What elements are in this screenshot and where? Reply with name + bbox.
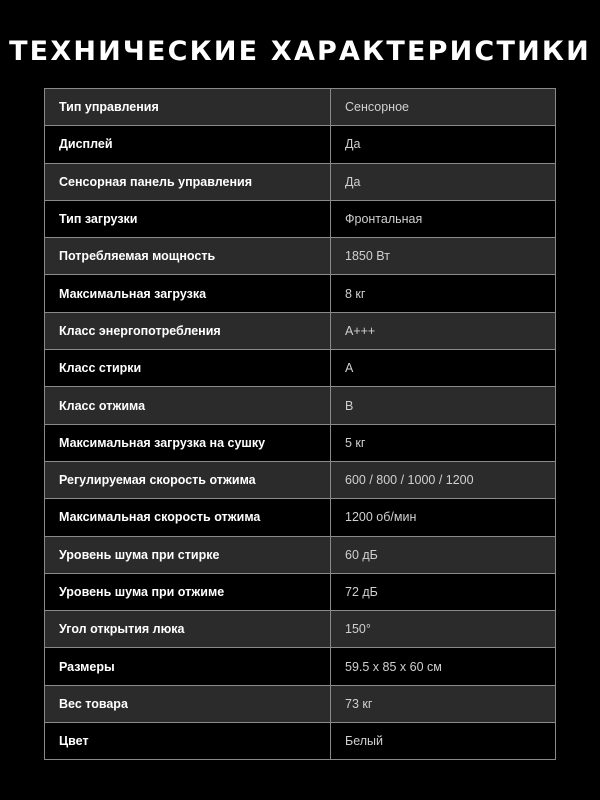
table-row (45, 611, 556, 648)
spec-label: Класс стирки (45, 350, 331, 387)
spec-label: Тип загрузки (45, 200, 331, 237)
table-row (45, 238, 556, 275)
spec-label: Цвет (45, 723, 331, 760)
table-row (45, 350, 556, 387)
table-row (45, 89, 556, 126)
spec-label: Потребляемая мощность (45, 238, 331, 275)
spec-label: Вес товара (45, 685, 331, 722)
table-row (45, 200, 556, 237)
spec-label: Регулируемая скорость отжима (45, 461, 331, 498)
spec-value: Да (331, 126, 556, 163)
spec-value: 1850 Вт (331, 238, 556, 275)
page-title: ТЕХНИЧЕСКИЕ ХАРАКТЕРИСТИКИ (9, 36, 591, 67)
spec-value: A (331, 350, 556, 387)
table-row (45, 648, 556, 685)
table-row (45, 126, 556, 163)
table-row (45, 685, 556, 722)
spec-value: A+++ (331, 312, 556, 349)
spec-value: 5 кг (331, 424, 556, 461)
spec-label: Тип управления (45, 89, 331, 126)
spec-label: Класс энергопотребления (45, 312, 331, 349)
spec-value: Да (331, 163, 556, 200)
spec-label: Класс отжима (45, 387, 331, 424)
spec-value: 72 дБ (331, 573, 556, 610)
table-row (45, 573, 556, 610)
spec-label: Максимальная скорость отжима (45, 499, 331, 536)
spec-value: 1200 об/мин (331, 499, 556, 536)
spec-label: Дисплей (45, 126, 331, 163)
spec-label: Уровень шума при отжиме (45, 573, 331, 610)
spec-label: Размеры (45, 648, 331, 685)
spec-value: 150° (331, 611, 556, 648)
spec-value: Белый (331, 723, 556, 760)
spec-label: Сенсорная панель управления (45, 163, 331, 200)
table-row (45, 536, 556, 573)
spec-value: Фронтальная (331, 200, 556, 237)
spec-value: Сенсорное (331, 89, 556, 126)
spec-label: Уровень шума при стирке (45, 536, 331, 573)
spec-value: 600 / 800 / 1000 / 1200 (331, 461, 556, 498)
table-row (45, 163, 556, 200)
table-row (45, 461, 556, 498)
spec-label: Максимальная загрузка (45, 275, 331, 312)
table-row (45, 275, 556, 312)
table-row (45, 387, 556, 424)
spec-label: Угол открытия люка (45, 611, 331, 648)
table-row (45, 424, 556, 461)
table-row (45, 312, 556, 349)
spec-value: B (331, 387, 556, 424)
spec-table (44, 88, 556, 760)
spec-value: 73 кг (331, 685, 556, 722)
spec-label: Максимальная загрузка на сушку (45, 424, 331, 461)
spec-value: 59.5 x 85 x 60 см (331, 648, 556, 685)
spec-value: 8 кг (331, 275, 556, 312)
table-row (45, 723, 556, 760)
table-row (45, 499, 556, 536)
spec-value: 60 дБ (331, 536, 556, 573)
